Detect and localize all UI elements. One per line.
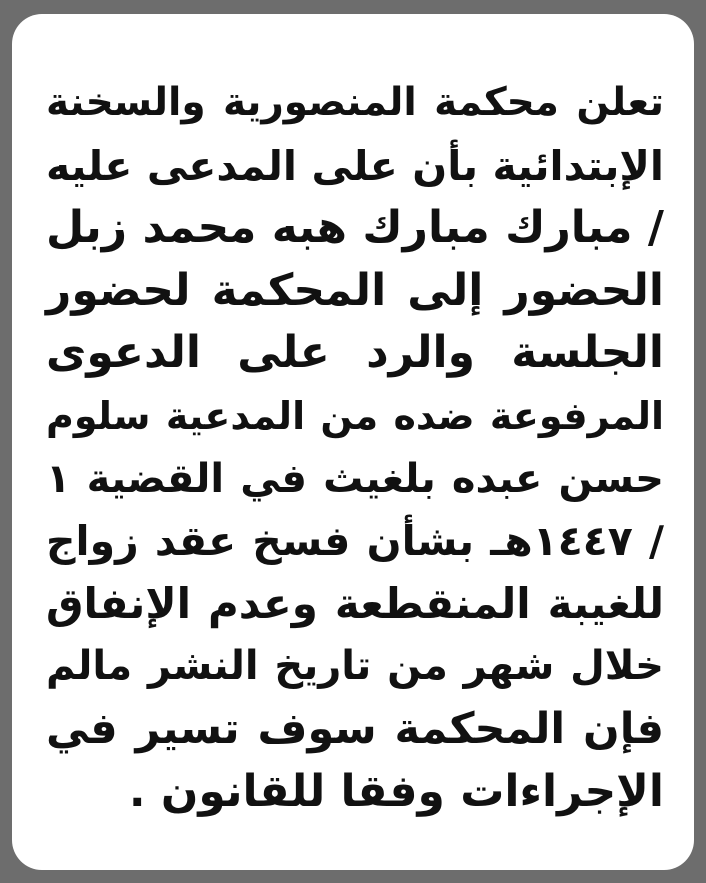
notice-line-8: / ١٤٤٧هـ بشأن فسخ عقد زواج xyxy=(46,517,664,566)
notice-line-4: الحضور إلى المحكمة لحضور xyxy=(46,264,664,316)
notice-line-12: الإجراءات وفقا للقانون . xyxy=(128,765,664,817)
notice-line-9: للغيبة المنقطعة وعدم الإنفاق xyxy=(46,578,664,628)
notice-card xyxy=(12,14,694,870)
notice-line-5: الجلسة والرد على الدعوى xyxy=(46,327,664,379)
notice-line-7: حسن عبده بلغيث في القضية ١ xyxy=(46,455,664,502)
notice-line-2: الإبتدائية بأن على المدعى عليه xyxy=(46,141,664,190)
notice-line-1: تعلن محكمة المنصورية والسخنة xyxy=(46,80,664,125)
notice-line-6: المرفوعة ضده من المدعية سلوم xyxy=(46,393,664,438)
notice-line-11: فإن المحكمة سوف تسير في xyxy=(46,703,664,754)
notice-body xyxy=(46,72,664,823)
notice-line-10: خلال شهر من تاريخ النشر مالم xyxy=(46,643,664,690)
notice-line-3: / مبارك مبارك هبه محمد زبل xyxy=(46,202,664,254)
